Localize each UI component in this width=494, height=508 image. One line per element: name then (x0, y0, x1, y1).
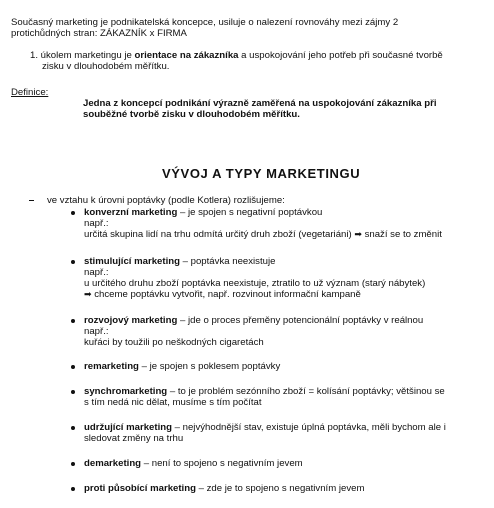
type-name: rozvojový marketing (84, 315, 178, 326)
type-desc: – je spojen s negativní poptávkou (177, 207, 323, 218)
type-desc: – poptávka neexistuje (179, 256, 276, 267)
type-desc: – není to spojeno s negativním jevem (141, 458, 303, 469)
example-text: určitá skupina lidí na trhu odmítá určitý druh zboží (vegetariáni) (84, 229, 352, 240)
type-desc: – nejvýhodnější stav, existuje úplná poptávka, měli bychom ale i (171, 422, 446, 433)
bullet-icon (71, 365, 75, 369)
bullet-icon (71, 260, 75, 264)
napr-label: např.: (84, 267, 109, 278)
type-desc: – jde o proces přeměny potencionální poptávky v reálnou (177, 315, 424, 326)
example-text: u určitého druhu zboží poptávka neexistuje, ztratilo to už význam (starý nábytek) (84, 278, 426, 289)
type-proti (84, 483, 364, 494)
definice-line-1: Jedna z koncepcí podnikání výrazně zaměřená na uspokojování zákazníka při (83, 98, 437, 109)
type-name: synchromarketing (84, 386, 168, 397)
point-1-line-2: zisku v dlouhodobém měřítku. (42, 61, 170, 72)
example-result: chceme poptávku vytvořit, např. rozvinout informační kampaně (91, 289, 361, 300)
type-name: proti působící marketing (84, 483, 196, 494)
type-desc-line-2: s tím nedá nic dělat, musíme s tím počítat (84, 397, 262, 408)
type-remarketing (84, 361, 280, 372)
definice-line-2: souběžné tvorbě zisku v dlouhodobém měřítku. (83, 109, 300, 120)
bullet-icon (71, 211, 75, 215)
bullet-icon (71, 487, 75, 491)
point-1-prefix: 1. úkolem marketingu je (30, 50, 135, 61)
type-name: udržující marketing (84, 422, 172, 433)
example-result: snaží se to změnit (361, 229, 442, 240)
type-desc-line-2: sledovat změny na trhu (84, 433, 184, 444)
type-stimulujici (84, 256, 275, 267)
bullet-icon (71, 462, 75, 466)
point-1 (30, 50, 443, 61)
type-desc: – zde je to spojeno s negativním jevem (195, 483, 365, 494)
stimulujici-example-2 (84, 289, 361, 300)
type-desc: – je spojen s poklesem poptávky (138, 361, 281, 372)
type-demarketing (84, 458, 303, 469)
lead-text: ve vztahu k úrovni poptávky (podle Kotlera) rozlišujeme: (47, 195, 285, 206)
point-1-bold: orientace na zákazníka (134, 50, 239, 61)
type-desc: – to je problém sezónního zboží = kolísání poptávky; většinou se (167, 386, 445, 397)
type-rozvojovy (84, 315, 423, 326)
type-name: demarketing (84, 458, 142, 469)
konverzni-example (84, 229, 442, 240)
type-synchro (84, 386, 445, 397)
arrow-right-icon: ➡ (354, 229, 362, 239)
arrow-right-icon: ➡ (84, 289, 92, 299)
section-heading: VÝVOJ A TYPY MARKETINGU (162, 166, 361, 181)
point-1-suffix: a uspokojování jeho potřeb při současné tvorbě (238, 50, 443, 61)
bullet-icon (71, 390, 75, 394)
napr-label: např.: (84, 326, 109, 337)
intro-line-1: Současný marketing je podnikatelská koncepce, usiluje o nalezení rovnováhy mezi zájmy 2 (11, 17, 399, 28)
bullet-icon (71, 426, 75, 430)
dash-bullet (29, 200, 34, 201)
example-text: kuřáci by toužili po neškodných cigaretách (84, 337, 264, 348)
type-name: stimulující marketing (84, 256, 180, 267)
type-konverzni (84, 207, 322, 218)
intro-line-2: protichůdných stran: ZÁKAZNÍK x FIRMA (11, 28, 187, 39)
definice-label: Definice: (11, 87, 49, 98)
type-name: remarketing (84, 361, 139, 372)
napr-label: např.: (84, 218, 109, 229)
bullet-icon (71, 319, 75, 323)
type-name: konverzní marketing (84, 207, 178, 218)
type-udrzujici (84, 422, 446, 433)
